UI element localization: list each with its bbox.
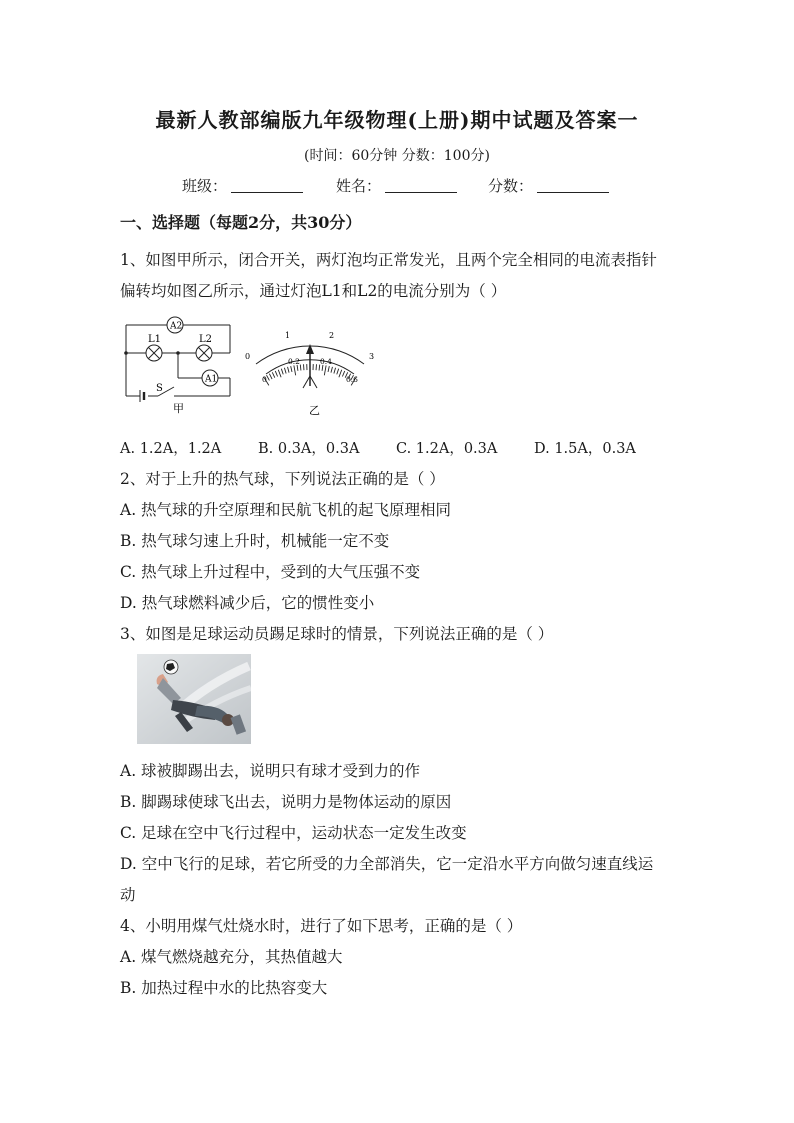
switch-s-label: S bbox=[156, 383, 163, 394]
name-label: 姓名： bbox=[336, 177, 382, 195]
dial-tick bbox=[284, 368, 286, 374]
dial-tick bbox=[328, 366, 329, 372]
class-blank bbox=[231, 178, 303, 193]
soccer-player-photo bbox=[137, 654, 251, 744]
dial-tick bbox=[324, 365, 326, 375]
q1-option-c: C. 1.2A，0.3A bbox=[396, 441, 498, 457]
lamp-l1-label: L1 bbox=[148, 334, 162, 345]
q2-option-a: A. 热气球的升空原理和民航飞机的起飞原理相同 bbox=[120, 501, 452, 519]
q1-option-a: A. 1.2A，1.2A bbox=[120, 441, 222, 457]
ammeter-a1-label: A1 bbox=[205, 374, 218, 385]
dial-tick bbox=[278, 370, 281, 377]
ammeter-dial-yi bbox=[240, 324, 380, 416]
score-blank bbox=[537, 178, 609, 193]
q4-option-b: B. 加热过程中水的比热容变大 bbox=[120, 979, 328, 997]
dial-tick bbox=[339, 370, 342, 377]
dial-tick bbox=[272, 372, 275, 377]
dial-tick bbox=[291, 366, 292, 372]
q1-stem-line1: 1、如图甲所示，闭合开关，两灯泡均正常发光，且两个完全相同的电流表指针 bbox=[120, 251, 657, 269]
q3-stem: 3、如图是足球运动员踢足球时的情景，下列说法正确的是（ ） bbox=[120, 625, 554, 643]
dial-tick bbox=[334, 368, 336, 374]
figure-jia-caption: 甲 bbox=[173, 402, 184, 415]
class-field bbox=[182, 175, 303, 196]
q2-option-c: C. 热气球上升过程中，受到的大气压强不变 bbox=[120, 563, 421, 581]
q4-option-a: A. 煤气燃烧越充分，其热值越大 bbox=[120, 948, 343, 966]
q3-option-c: C. 足球在空中飞行过程中，运动状态一定发生改变 bbox=[120, 824, 467, 842]
q3-option-b: B. 脚踢球使球飞出去，说明力是物体运动的原因 bbox=[120, 793, 452, 811]
dial-tick bbox=[337, 369, 339, 375]
dial-tick bbox=[267, 375, 270, 380]
figure-yi-caption: 乙 bbox=[309, 404, 320, 416]
circuit-diagram-jia bbox=[118, 312, 238, 416]
dial-outer-2: 2 bbox=[329, 331, 335, 340]
document-title: 最新人教部编版九年级物理(上册)期中试题及答案一 bbox=[155, 108, 639, 132]
dial-inner-0: 0 bbox=[262, 375, 267, 384]
q4-stem: 4、小明用煤气灶烧水时，进行了如下思考，正确的是（ ） bbox=[120, 917, 523, 935]
q2-option-b: B. 热气球匀速上升时，机械能一定不变 bbox=[120, 532, 390, 550]
dial-tick bbox=[342, 371, 344, 377]
lamp-l2-label: L2 bbox=[199, 334, 213, 345]
dial-inner-0-4: 0.4 bbox=[320, 357, 332, 366]
dial-outer-1: 1 bbox=[285, 331, 291, 340]
q3-option-d-line2: 动 bbox=[120, 886, 136, 904]
score-field bbox=[488, 175, 609, 196]
dial-outer-3: 3 bbox=[369, 352, 375, 361]
class-label: 班级： bbox=[182, 177, 228, 195]
dial-tick bbox=[300, 365, 301, 371]
q3-option-a: A. 球被脚踢出去，说明只有球才受到力的作 bbox=[120, 762, 421, 780]
dial-tick bbox=[275, 371, 277, 377]
dial-tick bbox=[331, 367, 332, 373]
dial-outer-0: 0 bbox=[245, 352, 251, 361]
q2-option-d: D. 热气球燃料减少后，它的惯性变小 bbox=[120, 594, 375, 612]
q1-option-d: D. 1.5A，0.3A bbox=[534, 441, 636, 457]
exam-time-score: (时间：60分钟 分数：100分) bbox=[304, 148, 490, 164]
q3-option-d-line1: D. 空中飞行的足球，若它所受的力全部消失，它一定沿水平方向做匀速直线运 bbox=[120, 855, 654, 873]
name-field bbox=[336, 175, 457, 196]
dial-tick bbox=[281, 369, 283, 375]
dial-tick bbox=[269, 374, 272, 379]
dial-inner-0-6: 0.6 bbox=[346, 375, 358, 384]
q1-stem-line2: 偏转均如图乙所示，通过灯泡L1和L2的电流分别为（ ） bbox=[120, 282, 507, 300]
q2-stem: 2、对于上升的热气球，下列说法正确的是（ ） bbox=[120, 470, 445, 488]
dial-inner-0-2: 0.2 bbox=[288, 357, 300, 366]
section-heading: 一、选择题（每题2分，共30分） bbox=[120, 213, 362, 232]
dial-tick bbox=[294, 365, 296, 375]
name-blank bbox=[385, 178, 457, 193]
dial-tick bbox=[288, 367, 289, 373]
q1-option-b: B. 0.3A，0.3A bbox=[258, 441, 360, 457]
score-label: 分数： bbox=[488, 177, 534, 195]
ammeter-a2-label: A2 bbox=[170, 321, 183, 332]
